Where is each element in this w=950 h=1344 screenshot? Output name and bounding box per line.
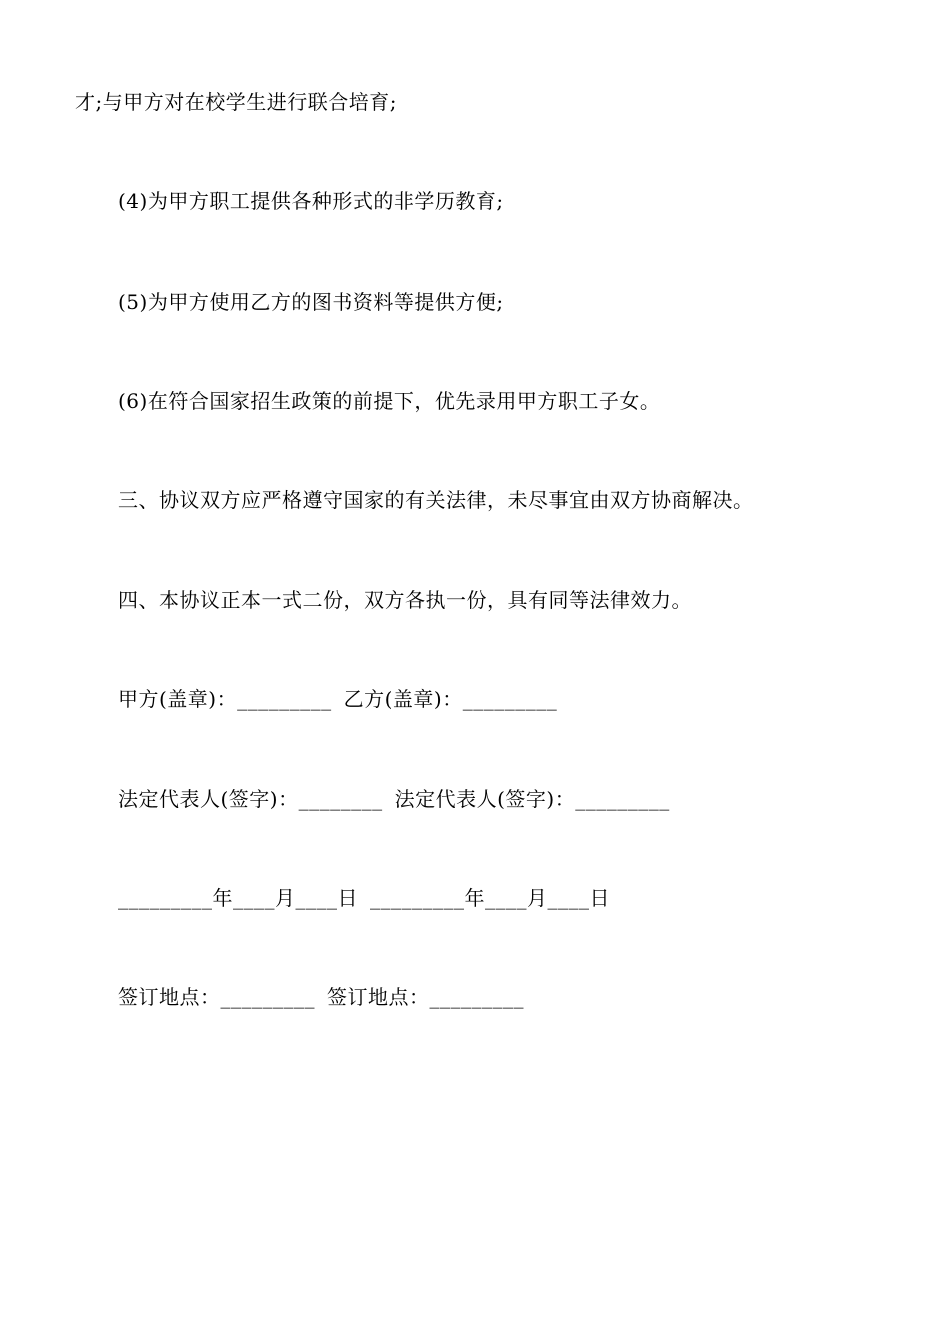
- clause-item-6: (6)在符合国家招生政策的前提下，优先录用甲方职工子女。: [118, 389, 661, 413]
- signing-place-row: [118, 983, 524, 1011]
- party-b-place-field: 签订地点：_________: [327, 985, 524, 1009]
- section-four: 四、本协议正本一式二份，双方各执一份，具有同等法律效力。: [118, 588, 692, 612]
- representative-row: [118, 785, 670, 813]
- date-row: [118, 884, 610, 912]
- section-three: 三、协议双方应严格遵守国家的有关法律，未尽事宜由双方协商解决。: [118, 488, 754, 512]
- party-a-seal-field: 甲方(盖章)：_________: [118, 687, 332, 711]
- clause-item-4: (4)为甲方职工提供各种形式的非学历教育;: [118, 189, 504, 213]
- party-b-seal-field: 乙方(盖章)：_________: [343, 687, 558, 711]
- party-b-representative-field: 法定代表人(签字)：_________: [394, 787, 670, 811]
- clause-item-5: (5)为甲方使用乙方的图书资料等提供方便;: [118, 290, 504, 314]
- party-a-date-field: _________年____月____日: [118, 886, 358, 910]
- party-a-representative-field: 法定代表人(签字)：________: [118, 787, 383, 811]
- party-a-place-field: 签订地点：_________: [118, 985, 315, 1009]
- paragraph-continuation: 才;与甲方对在校学生进行联合培育;: [75, 90, 397, 114]
- party-b-date-field: _________年____月____日: [370, 886, 610, 910]
- seal-row: [118, 685, 557, 713]
